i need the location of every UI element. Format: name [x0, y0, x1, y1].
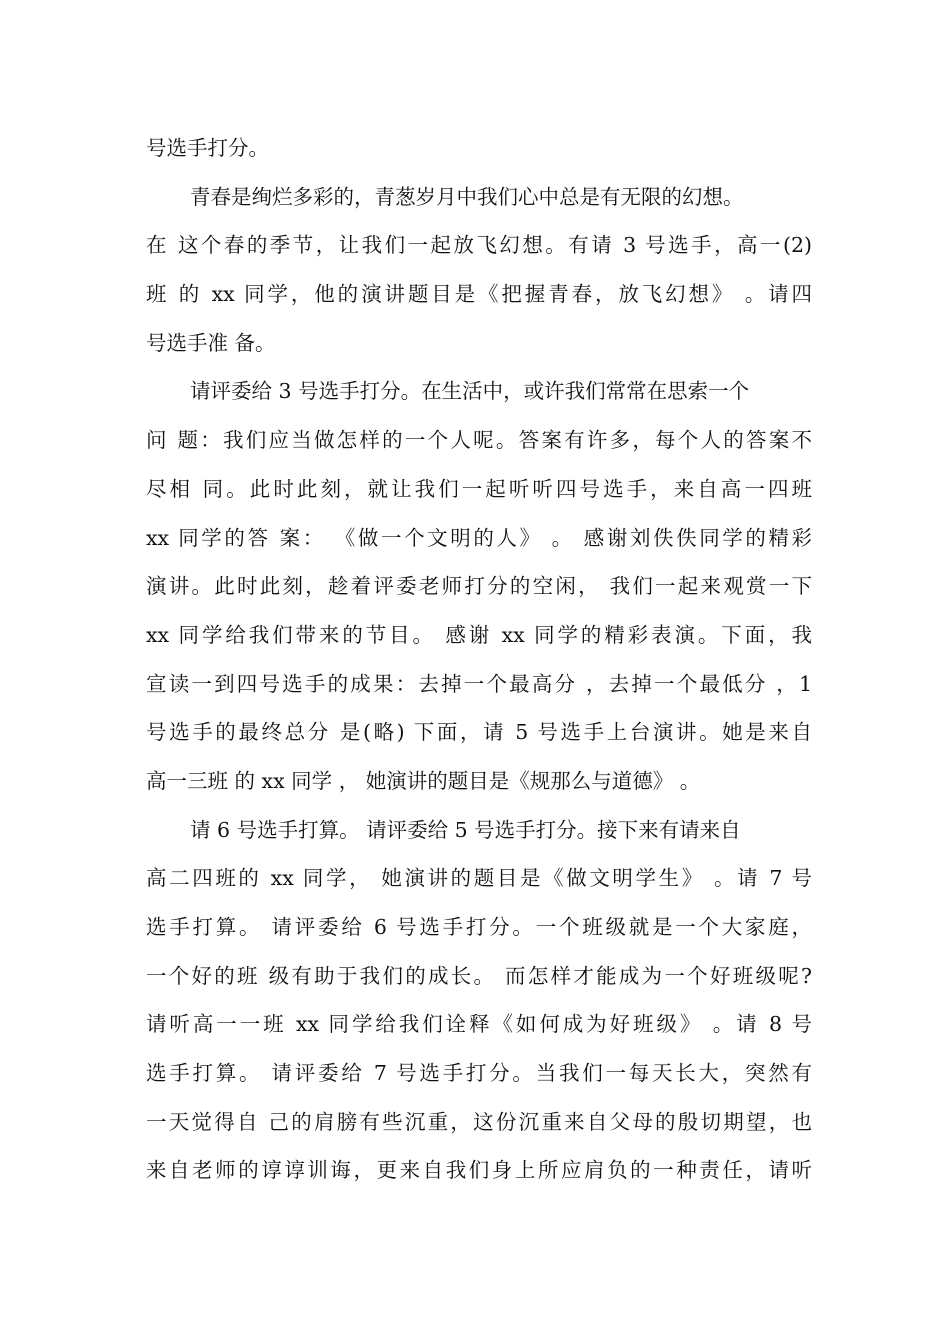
text-line: 号选手的最终总分 是(略) 下面，请 5 号选手上台演讲。她是来自 [146, 720, 812, 745]
text-line: 高一三班 的 xx 同学 ， 她演讲的题目是《规那么与道德》 。 [146, 768, 701, 793]
text-line: 号选手打分。 [146, 136, 269, 160]
paragraph-first-line: 青春是绚烂多彩的，青葱岁月中我们心中总是有无限的幻想。 [190, 184, 744, 209]
document-body [146, 124, 812, 1195]
text-line: 号选手准 备。 [146, 330, 276, 355]
text-line: 选手打算。 请评委给 6 号选手打分。一个班级就是一个大家庭， [146, 915, 812, 939]
text-line: 一个好的班 级有助于我们的成长。 而怎样才能成为一个好班级呢? [146, 963, 812, 988]
text-line: 请听高一一班 xx 同学给我们诠释《如何成为好班级》 。请 8 号 [146, 1012, 812, 1037]
text-line: 在 这个春的季节，让我们一起放飞幻想。有请 3 号选手，高一(2) [146, 233, 812, 258]
text-line: 高二四班的 xx 同学， 她演讲的题目是《做文明学生》 。请 7 号 [146, 866, 812, 891]
text-line: 选手打算。 请评委给 7 号选手打分。当我们一每天长大，突然有 [146, 1061, 812, 1086]
paragraph-first-line: 请评委给 3 号选手打分。在生活中，或许我们常常在思索一个 [190, 379, 750, 404]
text-line: 宣读一到四号选手的成果：去掉一个最高分 ，去掉一个最低分 ，1 [146, 671, 812, 696]
text-line: 班 的 xx 同学，他的演讲题目是《把握青春，放飞幻想》 。请四 [146, 282, 812, 307]
text-line: 演讲。此时此刻，趁着评委老师打分的空闲， 我们一起来观赏一下 [146, 574, 812, 599]
text-line: 一天觉得自 己的肩膀有些沉重，这份沉重来自父母的殷切期望，也 [146, 1109, 812, 1134]
text-line: 来自老师的谆谆训诲，更来自我们身上所应肩负的一种责任，请听 [146, 1158, 812, 1183]
text-line: xx 同学的答 案： 《做一个文明的人》 。 感谢刘佚佚同学的精彩 [146, 525, 812, 550]
paragraph-first-line: 请 6 号选手打算。 请评委给 5 号选手打分。接下来有请来自 [190, 817, 741, 842]
text-line: 问 题：我们应当做怎样的一个人呢。答案有许多，每个人的答案不 [146, 428, 812, 453]
text-line: xx 同学给我们带来的节目。 感谢 xx 同学的精彩表演。下面，我 [146, 622, 812, 647]
text-line: 尽相 同。此时此刻，就让我们一起听听四号选手，来自高一四班 [146, 476, 812, 501]
